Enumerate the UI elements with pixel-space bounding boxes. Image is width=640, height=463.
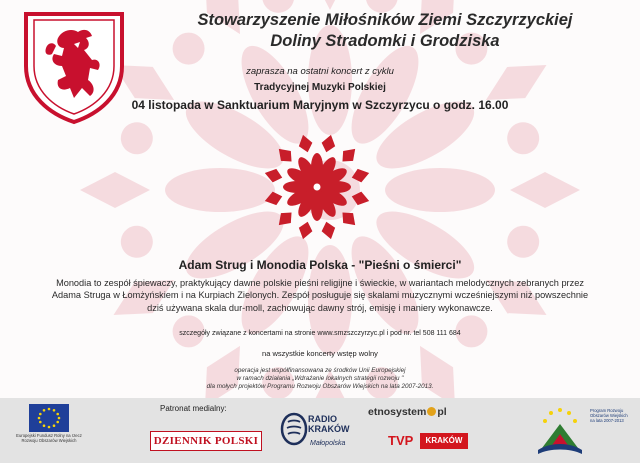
funding-note (150, 367, 490, 391)
folk-rosette-icon (262, 132, 372, 242)
tvp-wordmark: TVP (388, 433, 414, 448)
etnosystem-name: etnosystem (368, 406, 427, 418)
description-line-3: dziś używana skala dur-moll, zachowując dawny strój, emisję i maniery wykonawcze. (147, 302, 493, 313)
radio-name-line-2: KRAKÓW (308, 424, 350, 434)
radio-krakow-icon (280, 412, 308, 446)
etnosystem-domain: pl (437, 406, 447, 418)
etnosystem-logo (368, 406, 447, 418)
concert-title: Adam Strug i Monodia Polska - "Pieśni o śmierci" (178, 258, 462, 272)
organization-title (150, 10, 620, 52)
organization-line-1: Stowarzyszenie Miłośników Ziemi Szczyrzyckiej (197, 11, 573, 29)
free-entry-note: na wszystkie koncerty wstęp wolny (262, 349, 378, 358)
concert-description (10, 277, 630, 314)
organization-line-2: Doliny Stradomki i Grodziska (270, 32, 500, 50)
radio-name-line-1: RADIO (308, 414, 337, 424)
contact-details: szczegóły związane z koncertami na stronie www.smzszczyrzyc.pl i pod nr. tel 508 111 684 (179, 330, 461, 337)
dziennik-polski-logo: DZIENNIK POLSKI (150, 431, 262, 451)
invite-text: zaprasza na ostatni koncert z cyklu (246, 66, 394, 77)
prow-logo-icon (532, 402, 588, 460)
description-line-2: Adama Struga w Łomżyńskiem i na Kurpiach Zielonych. Zespół posługuje się skalami muzycznymi wcześniejszymi niż powszechnie (51, 290, 589, 301)
eu-flag-icon (29, 404, 69, 432)
description-line-1: Monodia to zespół śpiewaczy, praktykujący dawne polskie pieśni religijne i świeckie, w wariantach melodycznych zebranych przez (56, 278, 584, 288)
radio-krakow-subtitle: Małopolska (310, 440, 346, 447)
funding-line-3: dla mołych projektów Programu Rozwoju Obszarów Wiejskich na lata 2007-2013. (206, 383, 434, 390)
radio-krakow-name (308, 414, 350, 434)
etnosystem-dot-icon (427, 407, 436, 416)
media-patron-label: Patronat medialny: (160, 404, 227, 413)
prow-caption: Program Rozwoju Obszarów Wiejskich na lata 2007-2013 (590, 408, 628, 423)
funding-line-1: operacja jest współfinansowana ze środków Unii Europejskiej (234, 367, 406, 374)
cycle-name: Tradycyjnej Muzyki Polskiej (254, 82, 386, 93)
event-date-line: 04 listopada w Sanktuarium Maryjnym w Szczyrzycu o godz. 16.00 (131, 98, 509, 112)
eu-caption: Europejski Fundusz Rolny na rzecz Rozwoju Obszarów Wiejskich (16, 433, 82, 443)
eu-logo (14, 404, 84, 443)
tvp-region-label: KRAKÓW (420, 433, 468, 449)
funding-line-2: w ramach działania „Wdrażanie lokalnych strategii rozwoju " (236, 375, 404, 382)
sponsor-footer (0, 398, 640, 463)
radio-krakow-logo (280, 404, 370, 460)
prow-logo (532, 402, 632, 460)
